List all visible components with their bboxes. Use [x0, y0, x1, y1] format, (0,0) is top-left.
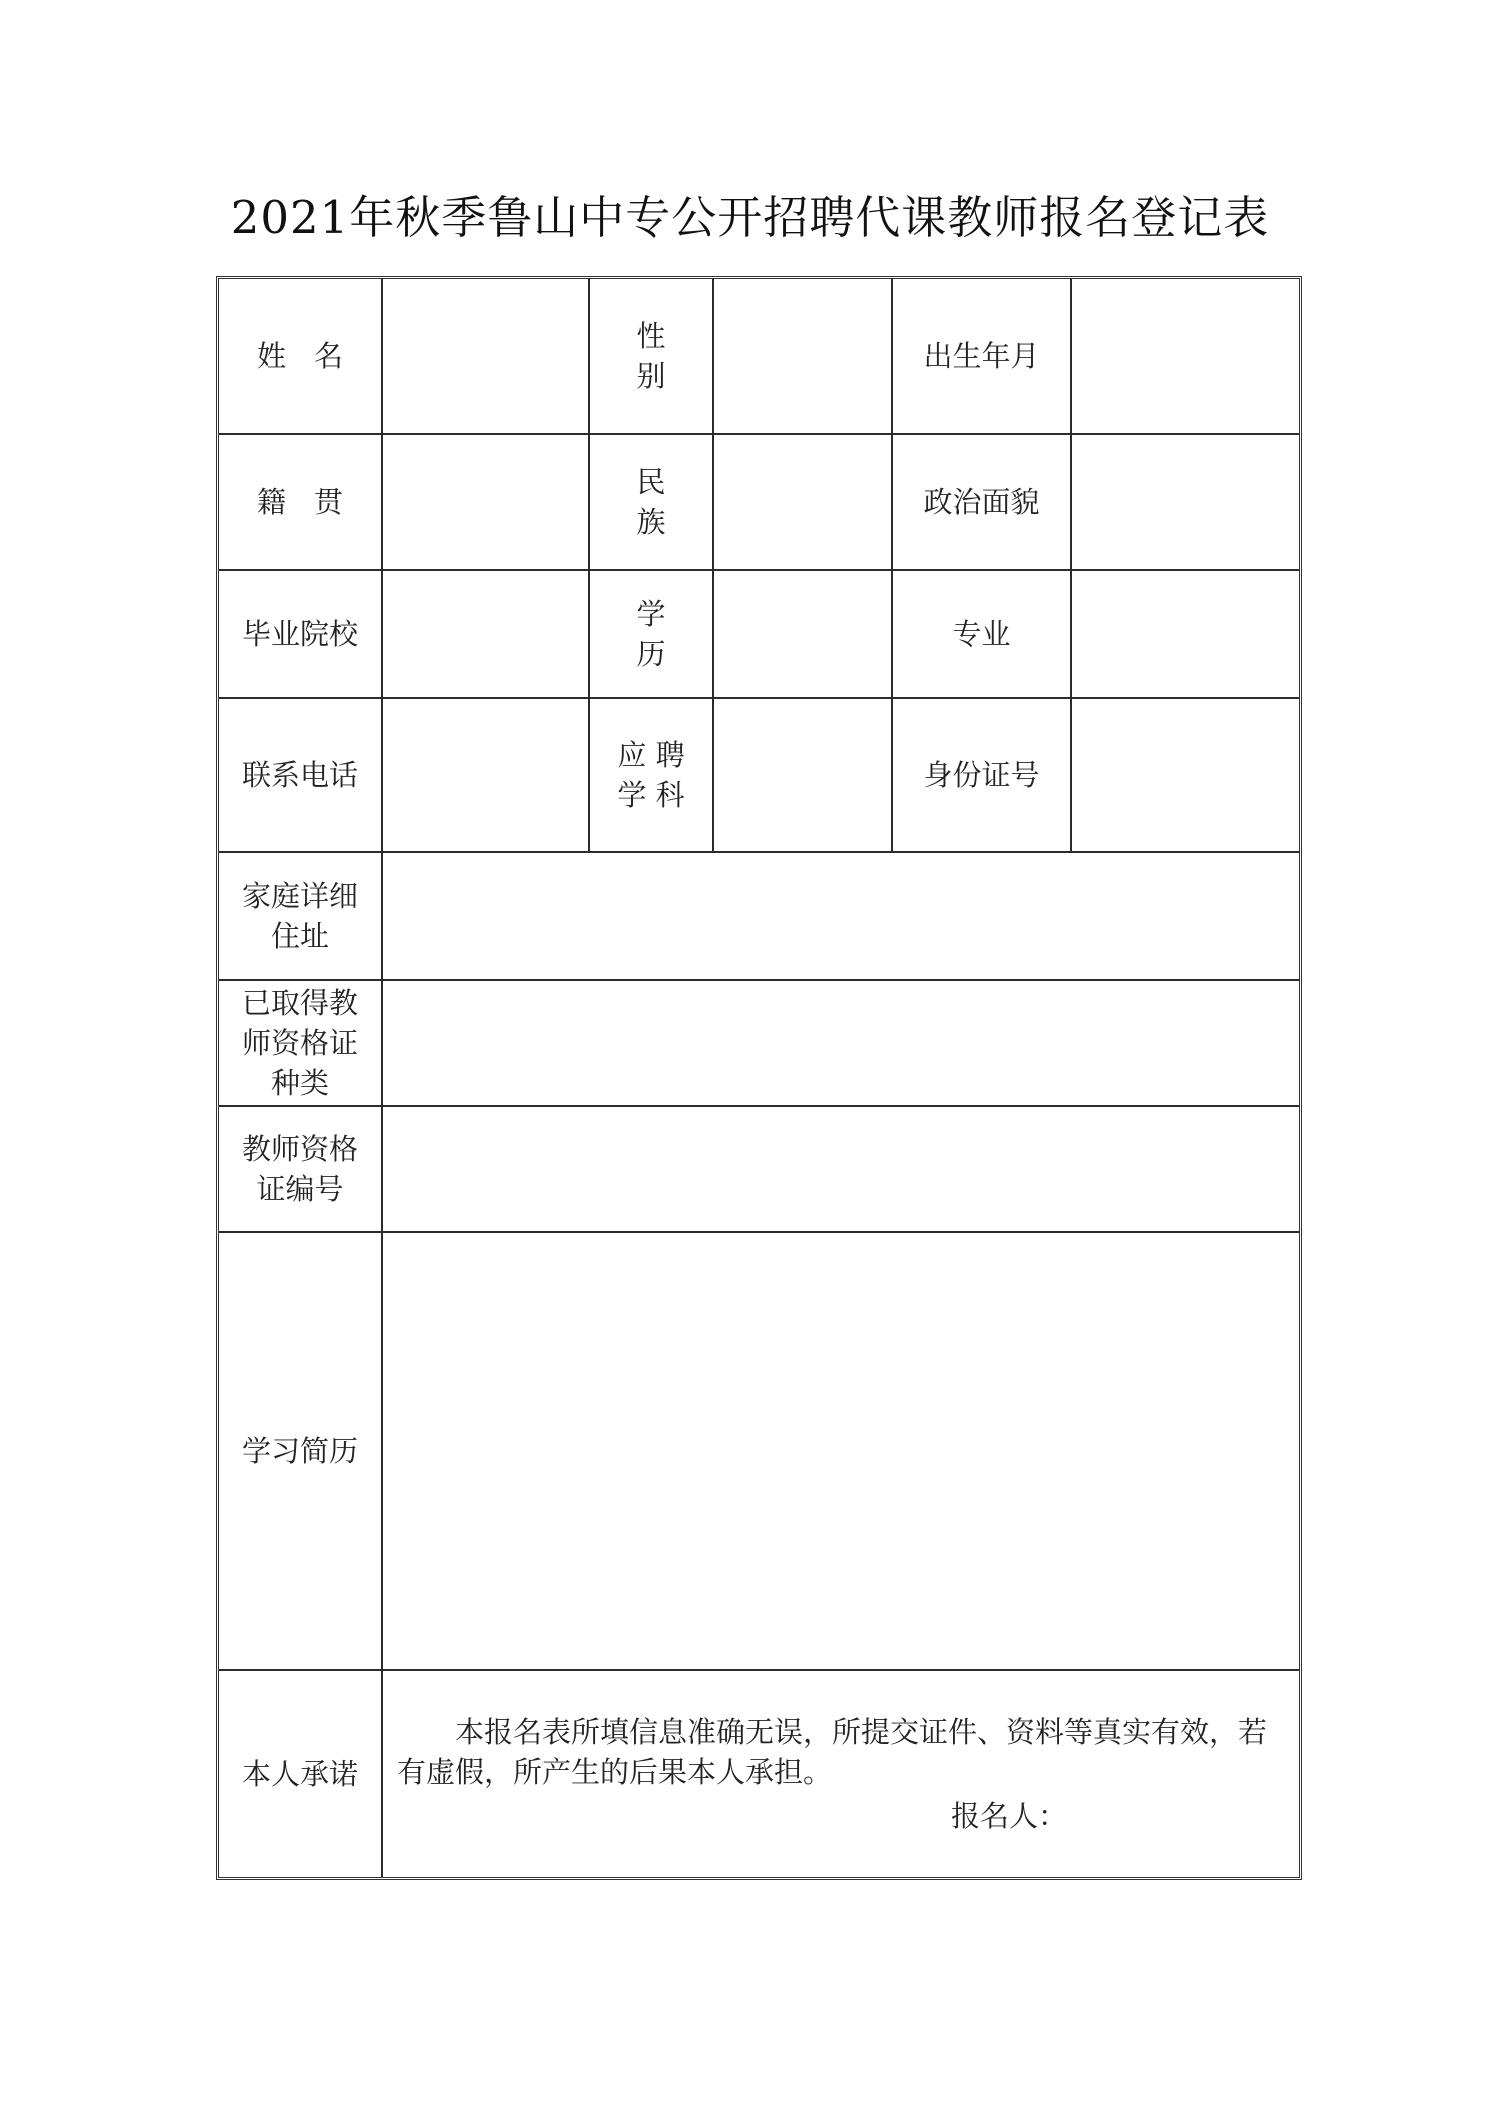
cert-number-field[interactable]	[382, 1106, 1299, 1232]
native-place-field[interactable]	[382, 434, 589, 570]
cert-type-label-line3: 种类	[270, 1066, 329, 1100]
cert-type-label	[219, 980, 382, 1106]
form-row-basic-3	[219, 570, 1299, 698]
native-place-label: 籍贯	[219, 434, 382, 570]
political-status-label: 政治面貌	[892, 434, 1071, 570]
gender-field[interactable]	[713, 279, 892, 434]
subject-label-line2: 学 科	[617, 778, 685, 812]
subject-label	[589, 698, 713, 852]
subject-label-text	[617, 735, 684, 815]
cert-number-label-text	[242, 1129, 358, 1209]
cert-type-label-line2: 师资格证	[241, 1026, 358, 1060]
subject-label-line1: 应 聘	[617, 738, 685, 772]
subject-field[interactable]	[713, 698, 892, 852]
graduate-school-field[interactable]	[382, 570, 589, 698]
cert-type-field[interactable]	[382, 980, 1299, 1106]
form-row-basic-4	[219, 698, 1299, 852]
form-row-cert-number	[219, 1106, 1299, 1232]
cert-number-label-line1: 教师资格	[241, 1132, 358, 1166]
education-label: 学历	[589, 570, 713, 698]
form-row-study-history	[219, 1232, 1299, 1670]
form-row-basic-2	[219, 434, 1299, 570]
id-number-label: 身份证号	[892, 698, 1071, 852]
form-row-address	[219, 852, 1299, 980]
pledge-label: 本人承诺	[219, 1670, 382, 1877]
address-field[interactable]	[382, 852, 1299, 980]
study-history-label: 学习简历	[219, 1232, 382, 1670]
address-label	[219, 852, 382, 980]
address-label-text	[242, 876, 358, 956]
name-field[interactable]	[382, 279, 589, 434]
ethnicity-field[interactable]	[713, 434, 892, 570]
id-number-field[interactable]	[1071, 698, 1299, 852]
gender-label: 性别	[589, 279, 713, 434]
registration-form-table	[219, 279, 1299, 1877]
education-field[interactable]	[713, 570, 892, 698]
ethnicity-label: 民族	[589, 434, 713, 570]
birth-date-label: 出生年月	[892, 279, 1071, 434]
graduate-school-label: 毕业院校	[219, 570, 382, 698]
address-label-line2: 住址	[270, 919, 329, 953]
cert-type-label-line1: 已取得教	[241, 986, 358, 1020]
phone-field[interactable]	[382, 698, 589, 852]
cert-type-label-text	[242, 983, 358, 1103]
political-status-field[interactable]	[1071, 434, 1299, 570]
form-row-cert-type	[219, 980, 1299, 1106]
major-field[interactable]	[1071, 570, 1299, 698]
page-title: 2021年秋季鲁山中专公开招聘代课教师报名登记表	[230, 191, 1270, 244]
study-history-field[interactable]	[382, 1232, 1299, 1670]
phone-label: 联系电话	[219, 698, 382, 852]
pledge-text: 本报名表所填信息准确无误，所提交证件、资料等真实有效，若有虚假，所产生的后果本人承担。	[397, 1715, 1268, 1789]
address-label-line1: 家庭详细	[241, 879, 358, 913]
signer-label: 报名人：	[951, 1799, 1068, 1833]
cert-number-label-line2: 证编号	[256, 1172, 344, 1206]
major-label: 专业	[892, 570, 1071, 698]
name-label: 姓名	[219, 279, 382, 434]
pledge-content	[382, 1670, 1299, 1877]
cert-number-label	[219, 1106, 382, 1232]
birth-date-field[interactable]	[1071, 279, 1299, 434]
form-row-pledge	[219, 1670, 1299, 1877]
form-row-basic-1	[219, 279, 1299, 434]
